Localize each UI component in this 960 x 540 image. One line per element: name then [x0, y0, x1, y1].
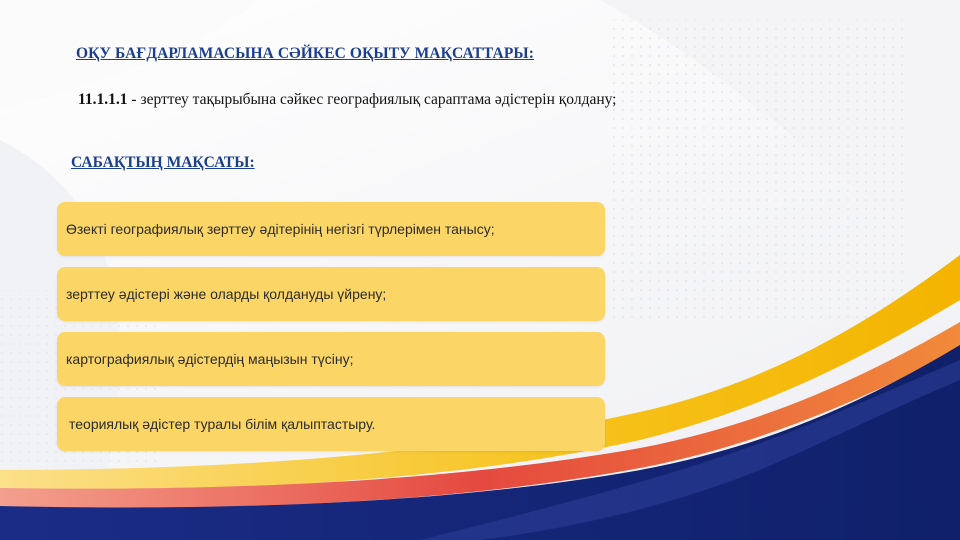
lesson-goal-3: картографиялық әдістердің маңызын түсіну;	[57, 332, 605, 386]
lesson-goal-4: теориялық әдістер туралы білім қалыптастыру.	[57, 397, 605, 451]
objective-text: - зерттеу тақырыбына сәйкес географиялық сараптама әдістерін қолдану;	[127, 91, 617, 108]
lesson-goal-1: Өзекті географиялық зерттеу әдітерінің негізгі түрлерімен танысу;	[57, 202, 605, 256]
lesson-goal-2: зерттеу әдістері және оларды қолдануды үйрену;	[57, 267, 605, 321]
learning-objective	[78, 91, 617, 109]
program-objectives-heading: ОҚУ БАҒДАРЛАМАСЫНА СӘЙКЕС ОҚЫТУ МАҚСАТТАРЫ:	[76, 45, 534, 62]
lesson-goals-heading: САБАҚТЫҢ МАҚСАТЫ:	[71, 154, 255, 171]
objective-code: 11.1.1.1	[78, 91, 128, 108]
